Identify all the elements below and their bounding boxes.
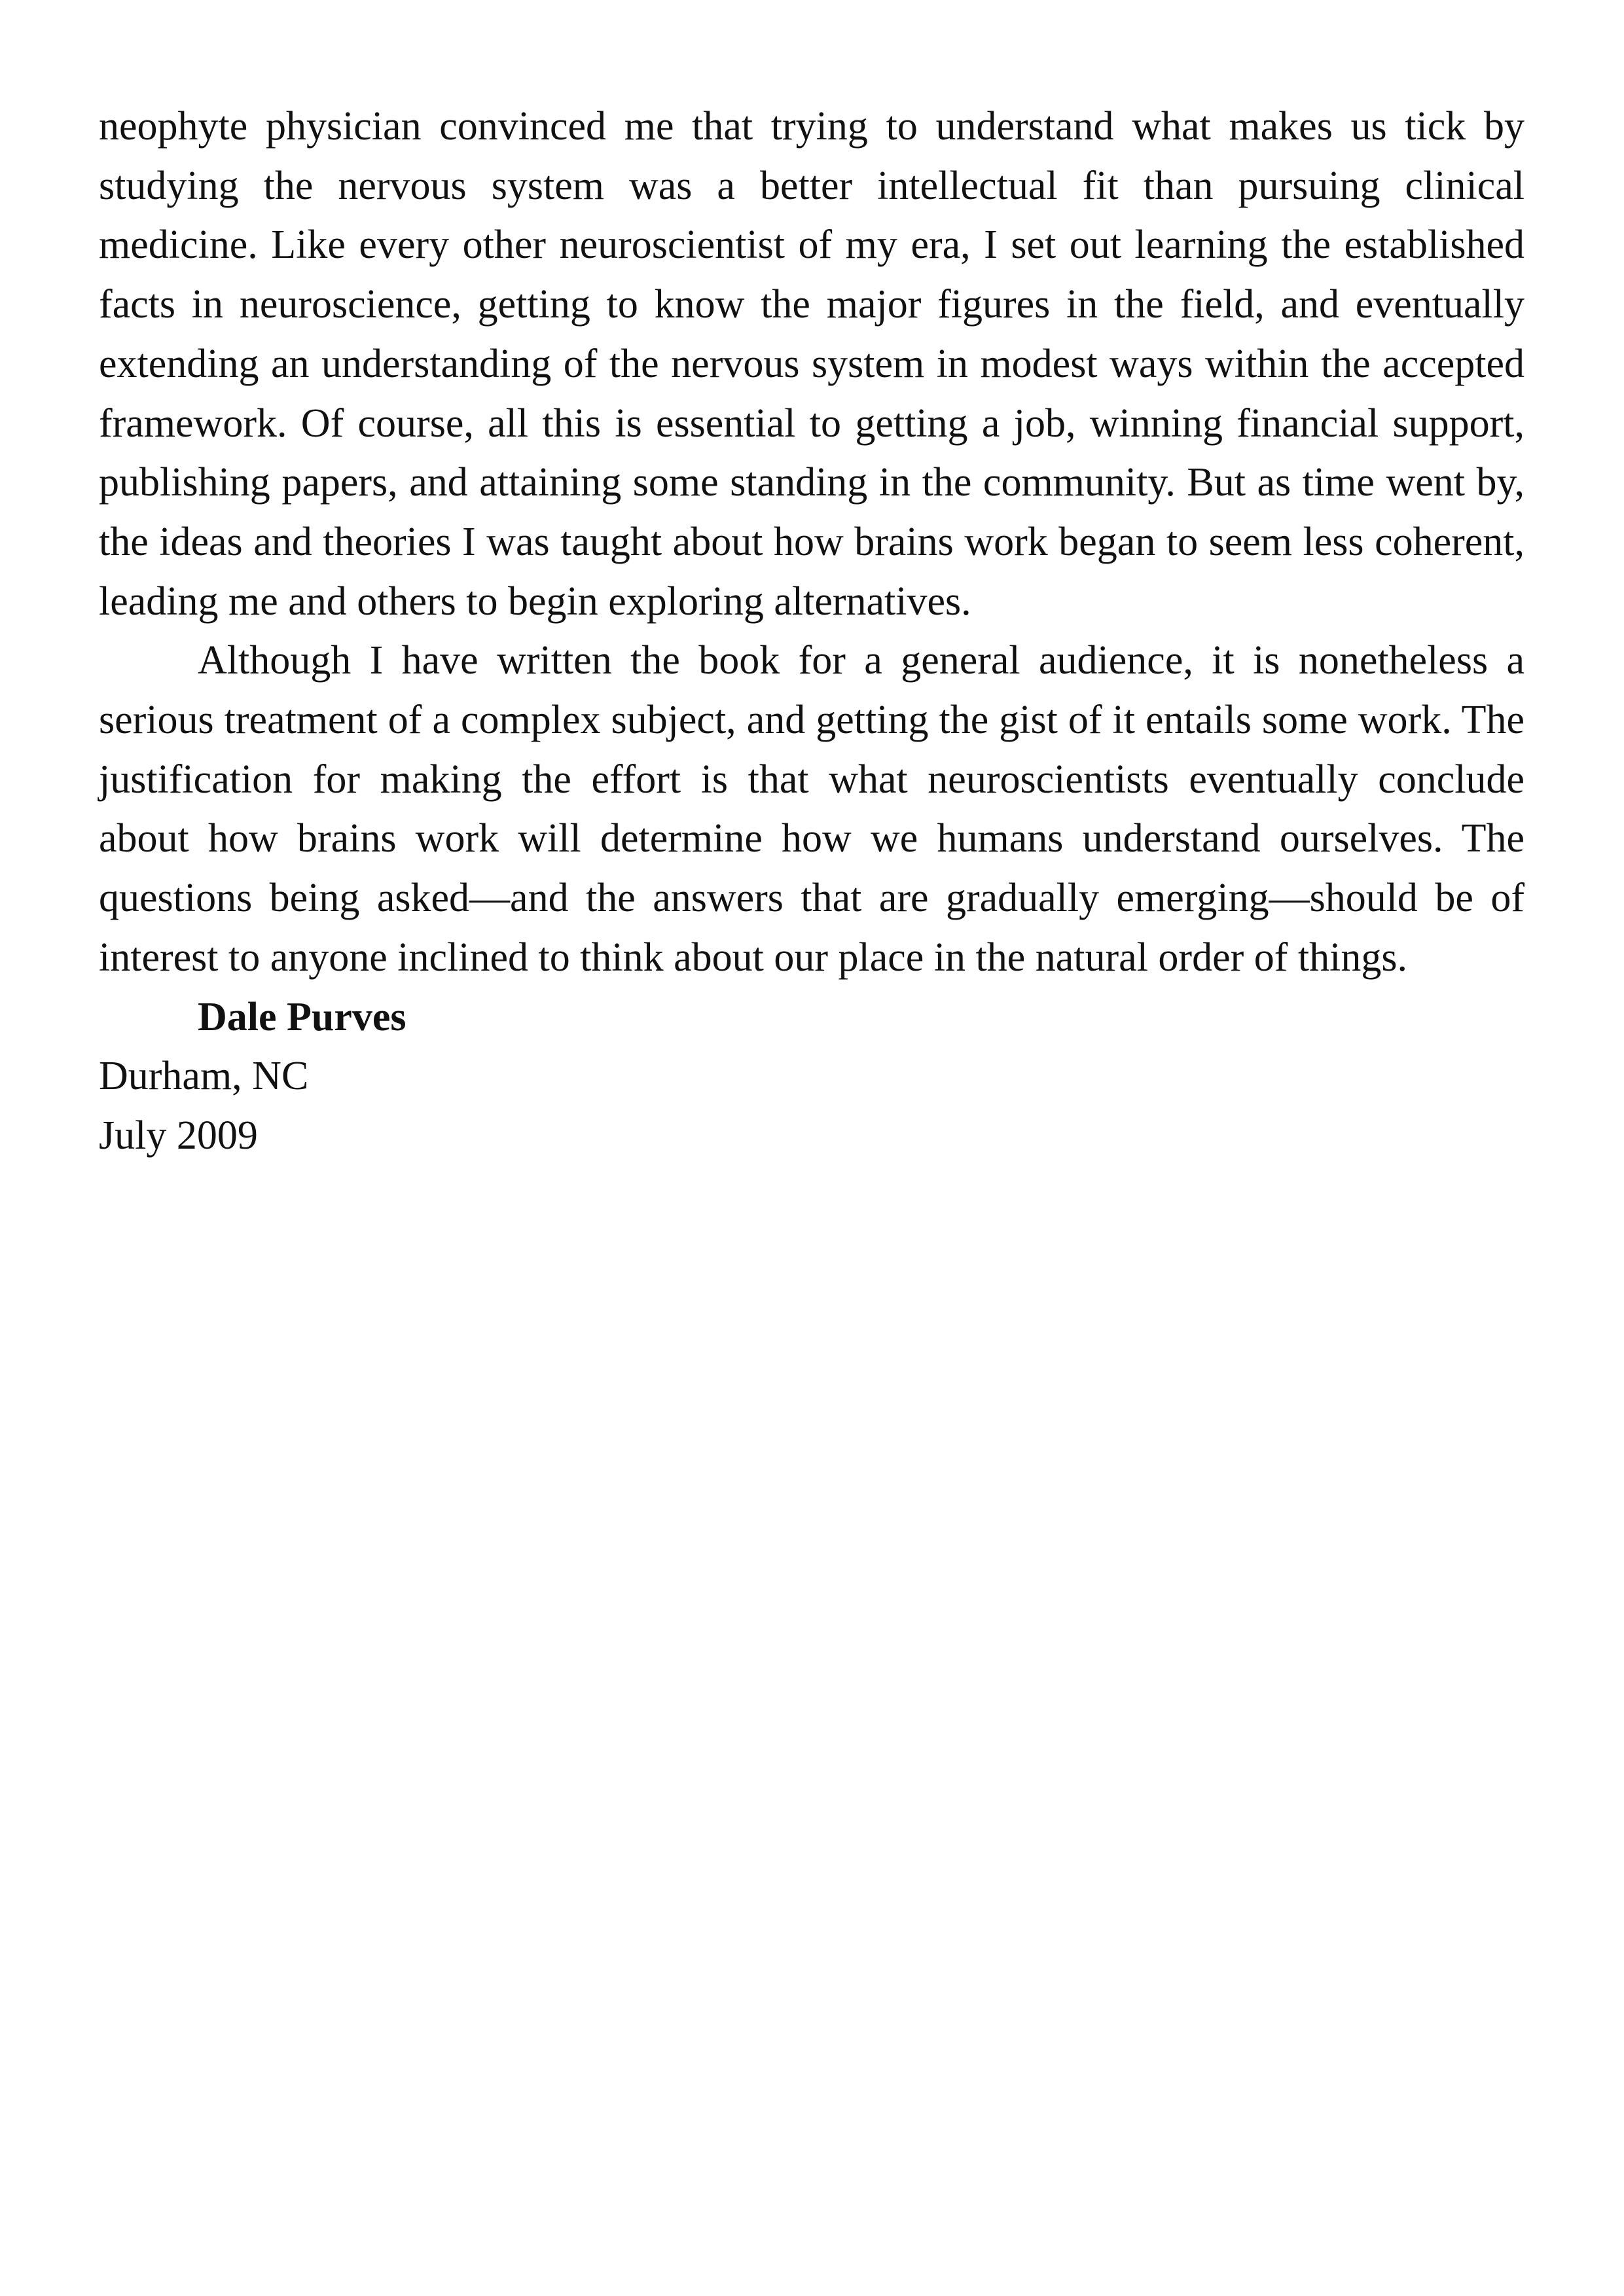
paragraph-1: neophyte physician convinced me that trying to understand what makes us tick by studying the nervous system was a better intellectual fit than pursuing clinical medicine. Like every other neuroscientist of my era, I set out learning the established facts in neuroscience, getting to know the major figures in the field, and eventually extending an understanding of the nervous system in modest ways within the accepted framework. Of course, all this is essential to getting a job, winning financial support, publishing papers, and attaining some standing in the community. But as time went by, the ideas and theories I was taught about how brains work began to seem less coherent, leading me and others to begin exploring alternatives. bbox=[99, 104, 1525, 624]
signature-date: July 2009 bbox=[99, 1113, 258, 1158]
author-location: Durham, NC bbox=[99, 1054, 309, 1099]
paragraph-2: Although I have written the book for a general audience, it is nonetheless a serious treatment of a complex subject, and getting the gist of it entails some work. The justification for making the effort is that what neuroscientists eventually conclude about how brains work will determine how we humans understand ourselves. The questions being asked—and the answers that are gradually emerging—should be of interest to anyone inclined to think about our place in the natural order of things. bbox=[99, 638, 1525, 980]
preface-text bbox=[99, 97, 1525, 1166]
author-name: Dale Purves bbox=[198, 994, 406, 1039]
